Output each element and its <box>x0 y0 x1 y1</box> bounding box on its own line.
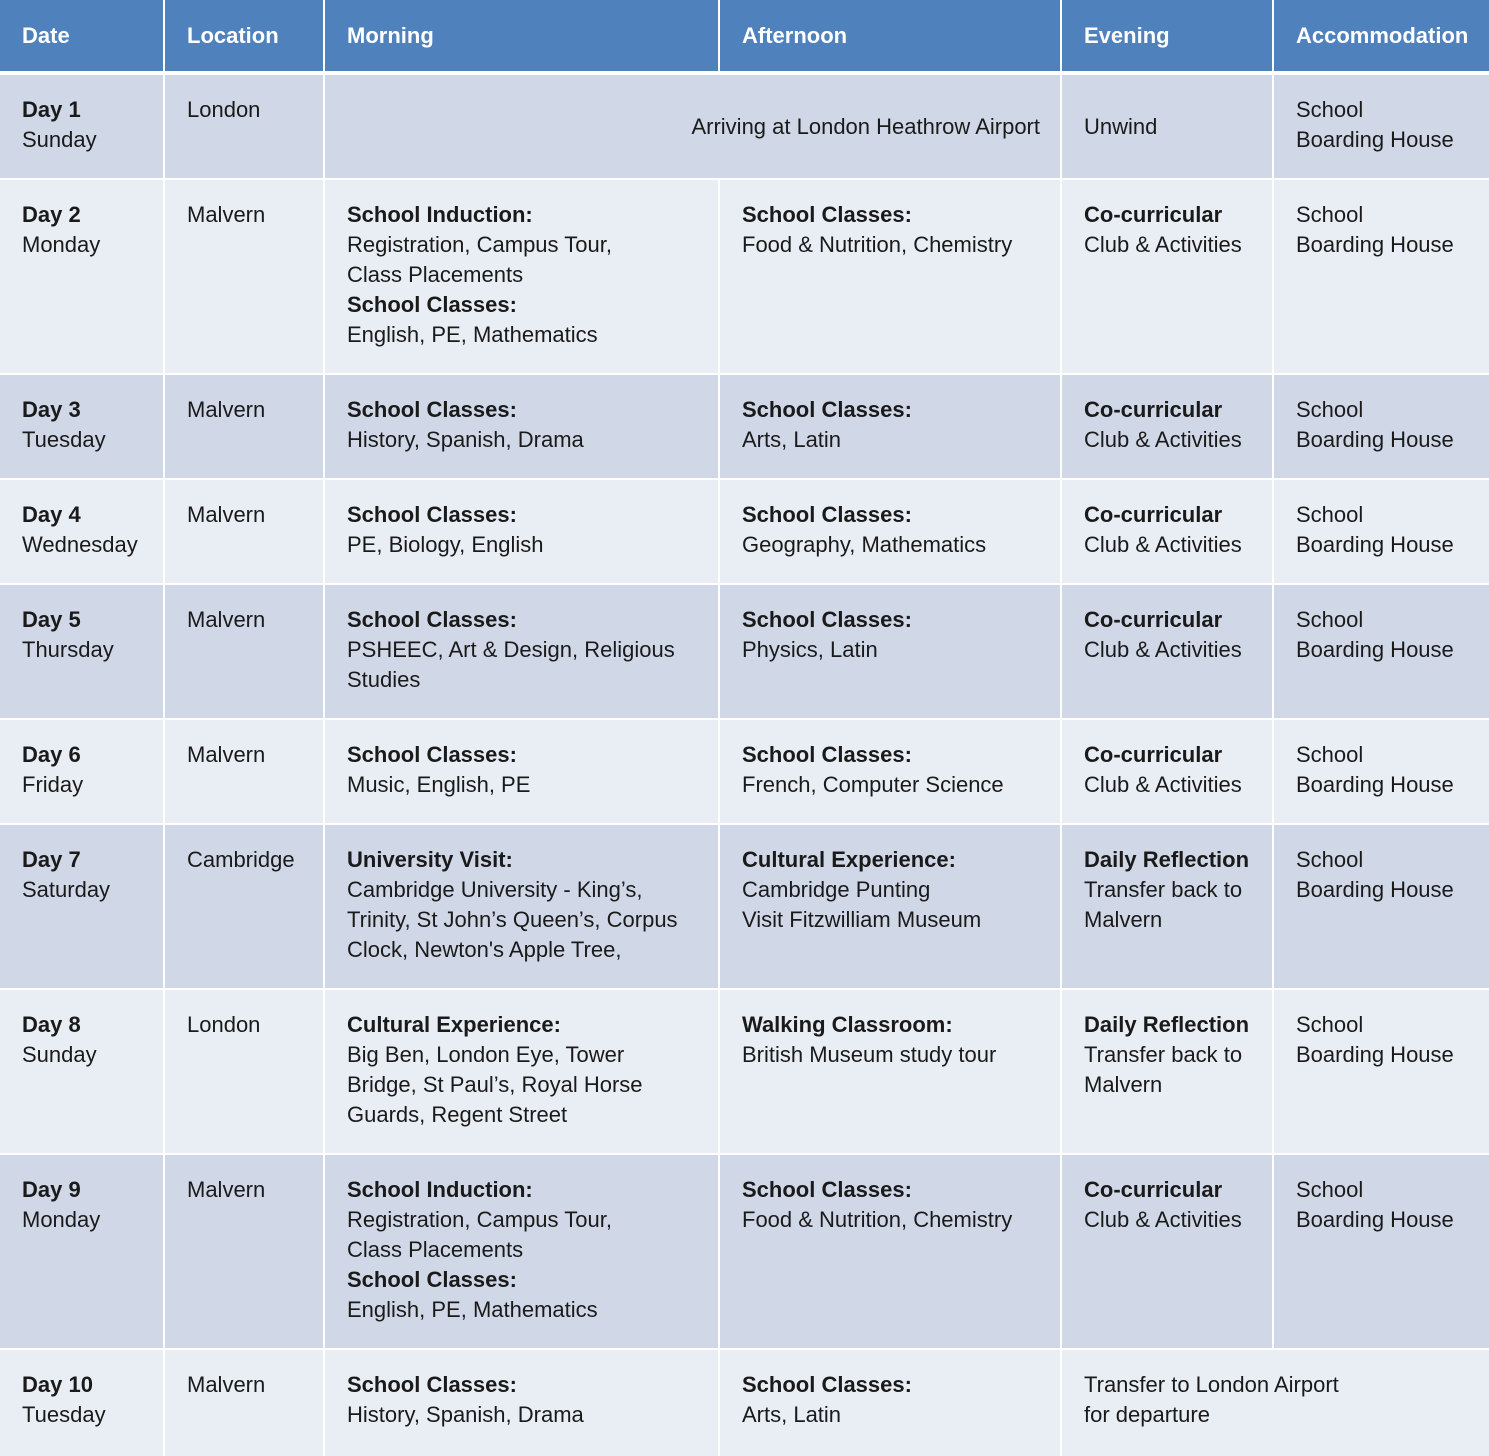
departure-line: Transfer to London Airport <box>1084 1372 1339 1397</box>
activity-line: PSHEEC, Art & Design, Religious <box>347 637 675 662</box>
evening-cell <box>1062 825 1274 990</box>
activity-line: Club & Activities <box>1084 232 1242 257</box>
date-cell <box>0 825 165 990</box>
weekday-label: Tuesday <box>22 1402 106 1427</box>
morning-cell <box>325 180 720 375</box>
activity-line: English, PE, Mathematics <box>347 322 598 347</box>
activity-heading: Co-curricular <box>1084 202 1223 227</box>
weekday-label: Wednesday <box>22 532 138 557</box>
afternoon-cell <box>720 1155 1062 1350</box>
date-cell <box>0 990 165 1155</box>
activity-heading: School Classes: <box>347 607 517 632</box>
day-label: Day 7 <box>22 847 81 872</box>
activity-line: Bridge, St Paul’s, Royal Horse <box>347 1072 643 1097</box>
activity-heading: School Classes: <box>347 1372 517 1397</box>
accommodation-cell <box>1274 825 1489 990</box>
evening-cell <box>1062 990 1274 1155</box>
activity-line: Registration, Campus Tour, <box>347 1207 612 1232</box>
activity-line: French, Computer Science <box>742 772 1004 797</box>
activity-line: History, Spanish, Drama <box>347 427 584 452</box>
evening-cell <box>1062 1155 1274 1350</box>
departure-cell <box>1062 1350 1489 1456</box>
day-label: Day 5 <box>22 607 81 632</box>
weekday-label: Tuesday <box>22 427 106 452</box>
table-row <box>0 480 1489 585</box>
activity-heading: Co-curricular <box>1084 502 1223 527</box>
weekday-label: Monday <box>22 1207 101 1232</box>
morning-cell <box>325 375 720 480</box>
activity-line: British Museum study tour <box>742 1042 997 1067</box>
activity-line: Cambridge University - King’s, <box>347 877 643 902</box>
accommodation-line: School <box>1296 397 1364 422</box>
accommodation-line: Boarding House <box>1296 532 1454 557</box>
header-evening: Evening <box>1062 0 1274 75</box>
location-cell: Malvern <box>165 1155 325 1350</box>
activity-line: Malvern <box>1084 1072 1163 1097</box>
accommodation-line: School <box>1296 1177 1364 1202</box>
table-row <box>0 990 1489 1155</box>
table-row <box>0 720 1489 825</box>
activity-heading: School Classes: <box>742 397 912 422</box>
activity-line: Class Placements <box>347 1237 524 1262</box>
location-cell: Malvern <box>165 480 325 585</box>
afternoon-cell <box>720 990 1062 1155</box>
activity-line: Club & Activities <box>1084 1207 1242 1232</box>
morning-cell <box>325 585 720 720</box>
table-row <box>0 585 1489 720</box>
location-cell: Malvern <box>165 585 325 720</box>
evening-cell <box>1062 585 1274 720</box>
day-label: Day 8 <box>22 1012 81 1037</box>
header-morning: Morning <box>325 0 720 75</box>
accommodation-cell <box>1274 480 1489 585</box>
activity-line: PE, Biology, English <box>347 532 544 557</box>
activity-heading: School Classes: <box>347 742 517 767</box>
accommodation-line: School <box>1296 97 1364 122</box>
table-row <box>0 1155 1489 1350</box>
afternoon-cell <box>720 825 1062 990</box>
activity-line: Club & Activities <box>1084 772 1242 797</box>
activity-heading: Co-curricular <box>1084 742 1223 767</box>
header-afternoon: Afternoon <box>720 0 1062 75</box>
evening-cell <box>1062 180 1274 375</box>
activity-line: Registration, Campus Tour, <box>347 232 612 257</box>
morning-cell <box>325 1155 720 1350</box>
activity-line: Transfer back to <box>1084 1042 1243 1067</box>
activity-line: Food & Nutrition, Chemistry <box>742 1207 1013 1232</box>
accommodation-line: Boarding House <box>1296 232 1454 257</box>
activity-heading: Co-curricular <box>1084 1177 1223 1202</box>
weekday-label: Monday <box>22 232 101 257</box>
activity-line: Food & Nutrition, Chemistry <box>742 232 1013 257</box>
accommodation-line: Boarding House <box>1296 772 1454 797</box>
activity-heading: Cultural Experience: <box>742 847 956 872</box>
morning-cell <box>325 990 720 1155</box>
header-location: Location <box>165 0 325 75</box>
activity-line: Guards, Regent Street <box>347 1102 568 1127</box>
activity-heading: School Induction: <box>347 202 533 227</box>
evening-cell: Unwind <box>1062 75 1274 180</box>
date-cell <box>0 75 165 180</box>
weekday-label: Sunday <box>22 1042 97 1067</box>
day-label: Day 3 <box>22 397 81 422</box>
activity-line: Studies <box>347 667 421 692</box>
accommodation-line: Boarding House <box>1296 877 1454 902</box>
activity-heading: School Classes: <box>742 607 912 632</box>
accommodation-cell <box>1274 375 1489 480</box>
date-cell <box>0 180 165 375</box>
afternoon-cell <box>720 1350 1062 1456</box>
evening-cell <box>1062 720 1274 825</box>
activity-line: Class Placements <box>347 262 524 287</box>
afternoon-cell <box>720 480 1062 585</box>
accommodation-line: Boarding House <box>1296 1207 1454 1232</box>
table-row <box>0 1350 1489 1456</box>
weekday-label: Sunday <box>22 127 97 152</box>
accommodation-cell <box>1274 585 1489 720</box>
day-label: Day 9 <box>22 1177 81 1202</box>
afternoon-cell <box>720 585 1062 720</box>
activity-line: Trinity, St John’s Queen’s, Corpus <box>347 907 678 932</box>
activity-heading: University Visit: <box>347 847 513 872</box>
activity-line: Arts, Latin <box>742 427 842 452</box>
activity-line: Music, English, PE <box>347 772 531 797</box>
departure-line: for departure <box>1084 1402 1210 1427</box>
header-row <box>0 0 1489 75</box>
day-label: Day 1 <box>22 97 81 122</box>
activity-heading: School Classes: <box>347 292 517 317</box>
afternoon-cell <box>720 375 1062 480</box>
location-cell: Malvern <box>165 1350 325 1456</box>
activity-line: History, Spanish, Drama <box>347 1402 584 1427</box>
table-row <box>0 825 1489 990</box>
arrival-cell: Arriving at London Heathrow Airport <box>325 75 1062 180</box>
morning-cell <box>325 720 720 825</box>
activity-line: Club & Activities <box>1084 427 1242 452</box>
location-cell: Cambridge <box>165 825 325 990</box>
activity-line: Big Ben, London Eye, Tower <box>347 1042 625 1067</box>
afternoon-cell <box>720 720 1062 825</box>
day-label: Day 2 <box>22 202 81 227</box>
accommodation-line: Boarding House <box>1296 1042 1454 1067</box>
date-cell <box>0 480 165 585</box>
location-cell: London <box>165 75 325 180</box>
weekday-label: Friday <box>22 772 84 797</box>
date-cell <box>0 375 165 480</box>
table-row <box>0 75 1489 180</box>
date-cell <box>0 585 165 720</box>
activity-line: Arts, Latin <box>742 1402 842 1427</box>
morning-cell <box>325 1350 720 1456</box>
location-cell: Malvern <box>165 375 325 480</box>
activity-line: Cambridge Punting <box>742 877 931 902</box>
accommodation-line: School <box>1296 1012 1364 1037</box>
table-row <box>0 180 1489 375</box>
accommodation-cell <box>1274 720 1489 825</box>
activity-heading: School Classes: <box>742 1177 912 1202</box>
activity-heading: Walking Classroom: <box>742 1012 953 1037</box>
accommodation-line: Boarding House <box>1296 637 1454 662</box>
activity-heading: School Classes: <box>742 202 912 227</box>
date-cell <box>0 720 165 825</box>
activity-heading: School Classes: <box>347 502 517 527</box>
afternoon-cell <box>720 180 1062 375</box>
activity-heading: School Classes: <box>742 742 912 767</box>
weekday-label: Saturday <box>22 877 111 902</box>
table-row <box>0 375 1489 480</box>
activity-heading: School Classes: <box>742 502 912 527</box>
location-cell: London <box>165 990 325 1155</box>
activity-line: Geography, Mathematics <box>742 532 987 557</box>
day-label: Day 6 <box>22 742 81 767</box>
accommodation-line: School <box>1296 742 1364 767</box>
activity-line: Transfer back to <box>1084 877 1243 902</box>
activity-heading: School Classes: <box>347 1267 517 1292</box>
activity-heading: School Classes: <box>347 397 517 422</box>
accommodation-line: School <box>1296 847 1364 872</box>
morning-cell <box>325 480 720 585</box>
activity-heading: School Classes: <box>742 1372 912 1397</box>
accommodation-cell <box>1274 990 1489 1155</box>
day-label: Day 10 <box>22 1372 93 1397</box>
evening-cell <box>1062 375 1274 480</box>
accommodation-cell <box>1274 1155 1489 1350</box>
accommodation-line: School <box>1296 607 1364 632</box>
accommodation-line: Boarding House <box>1296 127 1454 152</box>
header-date: Date <box>0 0 165 75</box>
activity-heading: Co-curricular <box>1084 397 1223 422</box>
activity-line: Visit Fitzwilliam Museum <box>742 907 982 932</box>
activity-heading: Co-curricular <box>1084 607 1223 632</box>
accommodation-cell <box>1274 180 1489 375</box>
location-cell: Malvern <box>165 720 325 825</box>
activity-heading: School Induction: <box>347 1177 533 1202</box>
activity-line: Physics, Latin <box>742 637 878 662</box>
activity-line: Club & Activities <box>1084 532 1242 557</box>
activity-line: English, PE, Mathematics <box>347 1297 598 1322</box>
activity-heading: Daily Reflection <box>1084 1012 1250 1037</box>
weekday-label: Thursday <box>22 637 114 662</box>
activity-line: Club & Activities <box>1084 637 1242 662</box>
accommodation-line: School <box>1296 202 1364 227</box>
accommodation-line: Boarding House <box>1296 427 1454 452</box>
activity-line: Clock, Newton's Apple Tree, <box>347 937 622 962</box>
accommodation-cell <box>1274 75 1489 180</box>
day-label: Day 4 <box>22 502 81 527</box>
activity-line: Malvern <box>1084 907 1163 932</box>
evening-cell <box>1062 480 1274 585</box>
location-cell: Malvern <box>165 180 325 375</box>
accommodation-line: School <box>1296 502 1364 527</box>
date-cell <box>0 1155 165 1350</box>
morning-cell <box>325 825 720 990</box>
date-cell <box>0 1350 165 1456</box>
header-accommodation: Accommodation <box>1274 0 1489 75</box>
activity-heading: Daily Reflection <box>1084 847 1250 872</box>
activity-heading: Cultural Experience: <box>347 1012 561 1037</box>
